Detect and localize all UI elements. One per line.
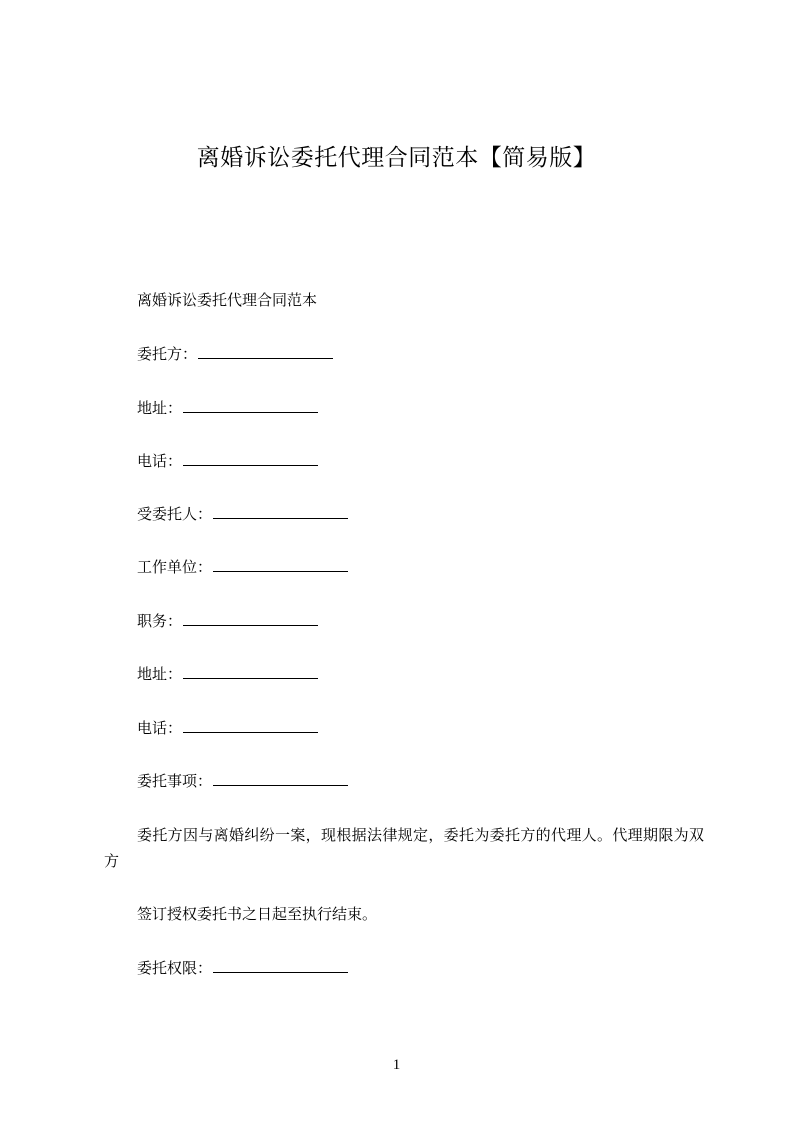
blank-line bbox=[183, 398, 318, 413]
field-client-address bbox=[137, 398, 318, 418]
field-client bbox=[137, 344, 333, 364]
field-label: 地址： bbox=[137, 399, 183, 417]
field-agent bbox=[137, 504, 348, 524]
blank-line bbox=[183, 718, 318, 733]
field-label: 地址： bbox=[137, 665, 183, 683]
field-label: 委托方： bbox=[137, 345, 198, 363]
field-employer bbox=[137, 557, 348, 577]
field-label: 受委托人： bbox=[137, 505, 213, 523]
blank-line bbox=[198, 344, 333, 359]
field-label: 电话： bbox=[137, 452, 183, 470]
document-subtitle: 离婚诉讼委托代理合同范本 bbox=[137, 291, 318, 309]
blank-line bbox=[213, 557, 348, 572]
field-label: 委托事项： bbox=[137, 772, 213, 790]
blank-line bbox=[183, 611, 318, 626]
field-label: 电话： bbox=[137, 719, 183, 737]
body-paragraph: 委托方因与离婚纠纷一案，现根据法律规定，委托为委托方的代理人。代理期限为双方 bbox=[104, 826, 704, 870]
field-authority bbox=[137, 958, 348, 978]
document-title: 离婚诉讼委托代理合同范本【简易版】 bbox=[196, 145, 597, 171]
field-label: 工作单位： bbox=[137, 558, 213, 576]
page-number: 1 bbox=[392, 1057, 401, 1073]
field-label: 委托权限： bbox=[137, 959, 213, 977]
body-paragraph-continued: 签订授权委托书之日起至执行结束。 bbox=[137, 905, 378, 923]
blank-line bbox=[213, 771, 348, 786]
blank-line bbox=[213, 504, 348, 519]
field-matter bbox=[137, 771, 348, 791]
field-agent-address bbox=[137, 664, 318, 684]
field-agent-phone bbox=[137, 718, 318, 738]
blank-line bbox=[183, 664, 318, 679]
field-label: 职务： bbox=[137, 612, 183, 630]
blank-line bbox=[213, 958, 348, 973]
field-position bbox=[137, 611, 318, 631]
field-client-phone bbox=[137, 451, 318, 471]
blank-line bbox=[183, 451, 318, 466]
